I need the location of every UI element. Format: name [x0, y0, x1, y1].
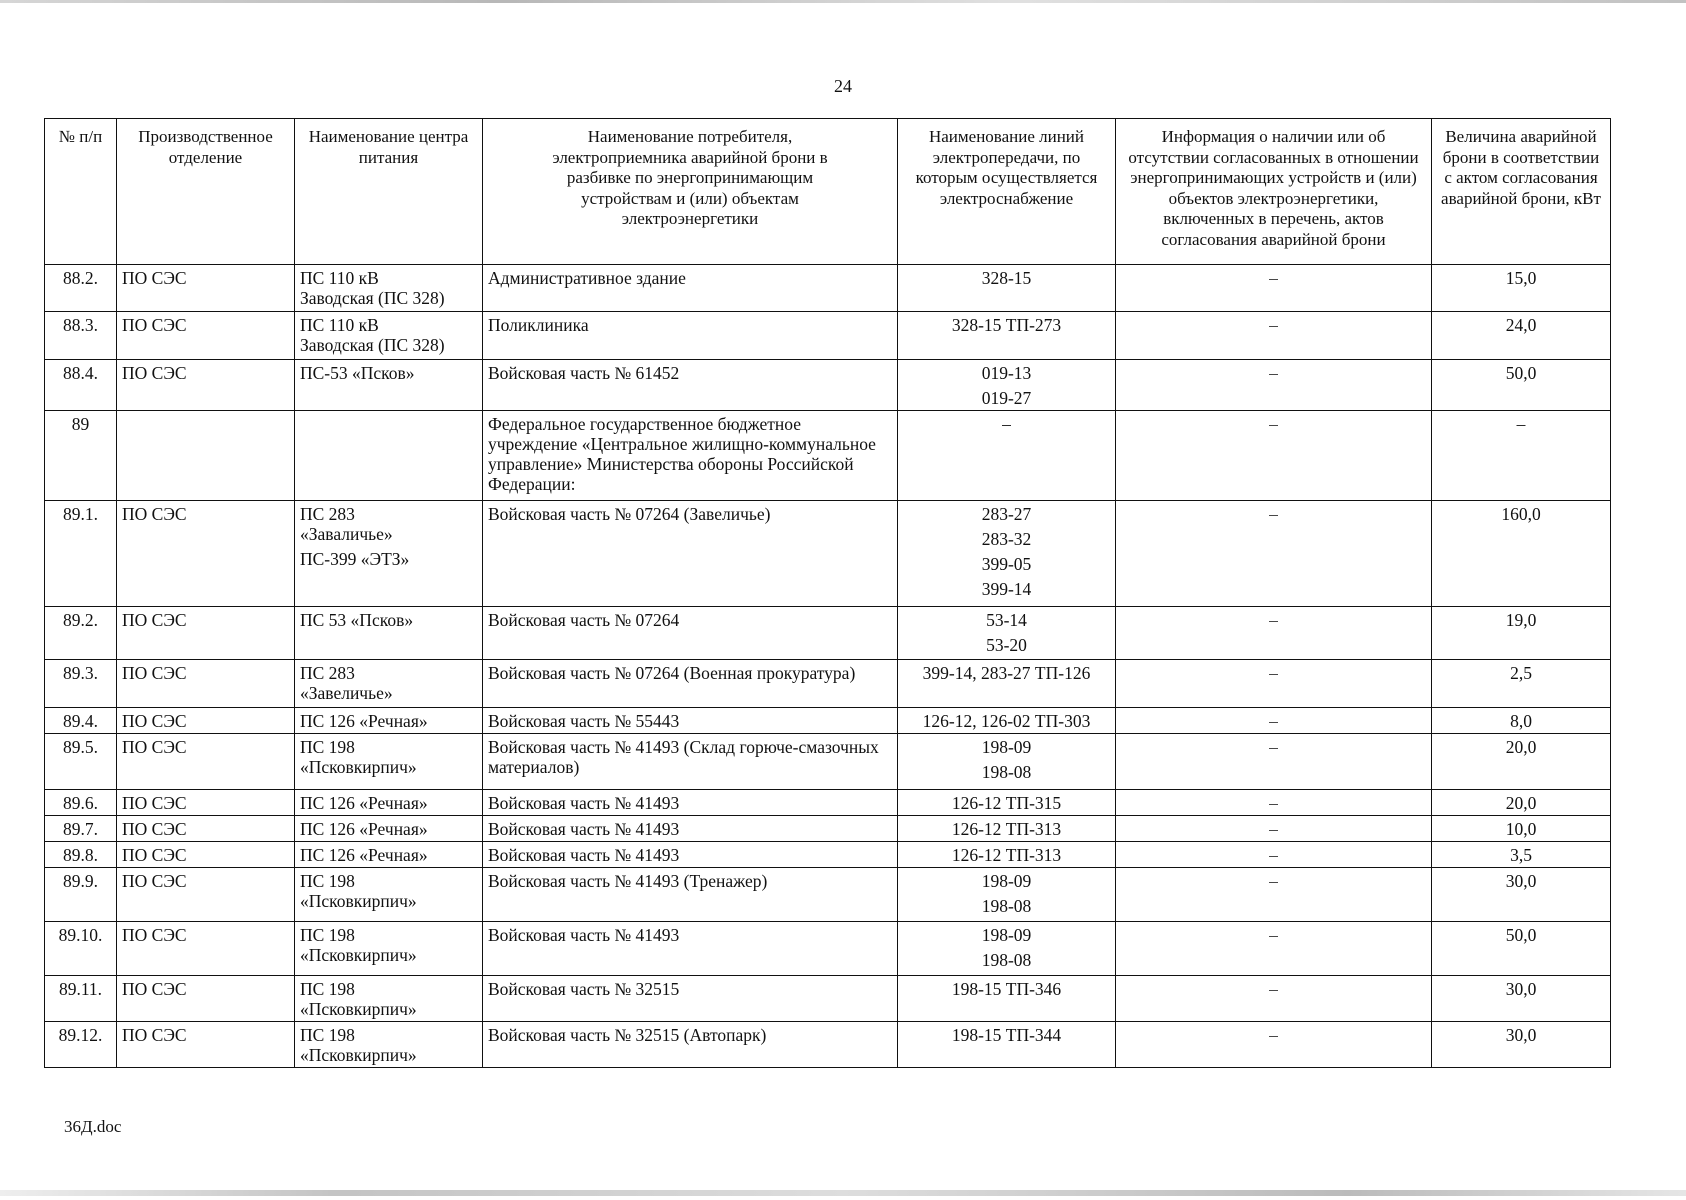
cell-value: 10,0	[1432, 816, 1611, 842]
cell-lines	[898, 868, 1116, 922]
line-item: 126-12, 126-02 ТП-303	[922, 711, 1091, 731]
cell-info: –	[1116, 312, 1432, 360]
cell-lines	[898, 790, 1116, 816]
cell-division: ПО СЭС	[117, 312, 295, 360]
center-line: «Псковкирпич»	[300, 757, 417, 777]
line-item: 283-32	[981, 529, 1032, 549]
cell-consumer: Войсковая часть № 07264 (Военная прокуратура)	[483, 660, 898, 708]
scan-edge-bottom	[0, 1190, 1686, 1196]
cell-center	[295, 360, 483, 411]
cell-consumer: Федеральное государственное бюджетное учреждение «Центральное жилищно-коммунальное управление» Министерства обороны Российской Федерации:	[483, 411, 898, 501]
cell-num: 89	[45, 411, 117, 501]
center-line: ПС 53 «Псков»	[300, 610, 414, 630]
line-item: 328-15 ТП-273	[951, 315, 1062, 335]
center-line: ПС 126 «Речная»	[300, 793, 428, 813]
cell-num: 89.7.	[45, 816, 117, 842]
line-item: 328-15	[981, 268, 1032, 288]
cell-consumer: Войсковая часть № 32515 (Автопарк)	[483, 1022, 898, 1068]
cell-consumer: Войсковая часть № 41493 (Склад горюче-смазочных материалов)	[483, 734, 898, 790]
center-line: ПС-399 «ЭТЗ»	[300, 549, 410, 569]
cell-value: 3,5	[1432, 842, 1611, 868]
cell-center	[295, 868, 483, 922]
line-item: 126-12 ТП-313	[951, 819, 1062, 839]
cell-consumer: Войсковая часть № 41493 (Тренажер)	[483, 868, 898, 922]
center-line: ПС 283	[300, 663, 355, 683]
table-row	[45, 816, 1611, 842]
cell-info: –	[1116, 501, 1432, 607]
line-item: 198-15 ТП-346	[951, 979, 1062, 999]
cell-info: –	[1116, 708, 1432, 734]
center-line: ПС 198	[300, 1025, 355, 1045]
header-center: Наименование центра питания	[295, 119, 483, 265]
line-item: 399-05	[981, 554, 1032, 574]
cell-division: ПО СЭС	[117, 816, 295, 842]
center-line: «Псковкирпич»	[300, 945, 417, 965]
table-row	[45, 501, 1611, 607]
cell-lines	[898, 265, 1116, 312]
cell-lines	[898, 312, 1116, 360]
center-line: ПС-53 «Псков»	[300, 363, 415, 383]
table-row	[45, 976, 1611, 1022]
cell-division: ПО СЭС	[117, 790, 295, 816]
center-line: ПС 126 «Речная»	[300, 845, 428, 865]
cell-lines	[898, 976, 1116, 1022]
cell-center	[295, 976, 483, 1022]
table-row	[45, 411, 1611, 501]
cell-center	[295, 790, 483, 816]
cell-value: 160,0	[1432, 501, 1611, 607]
cell-consumer: Войсковая часть № 32515	[483, 976, 898, 1022]
cell-center	[295, 1022, 483, 1068]
cell-lines	[898, 660, 1116, 708]
line-item: 198-08	[981, 762, 1032, 782]
table-row	[45, 922, 1611, 976]
line-item: 019-27	[981, 388, 1032, 408]
cell-value: 15,0	[1432, 265, 1611, 312]
center-line: ПС 126 «Речная»	[300, 819, 428, 839]
center-line: ПС 283	[300, 504, 355, 524]
cell-info: –	[1116, 842, 1432, 868]
header-consumer: Наименование потребителя, электроприемника аварийной брони в разбивке по энергопринимающим устройствам и (или) объектам электроэнергетики	[483, 119, 898, 265]
cell-num: 89.11.	[45, 976, 117, 1022]
cell-num: 89.3.	[45, 660, 117, 708]
cell-division: ПО СЭС	[117, 976, 295, 1022]
cell-center	[295, 660, 483, 708]
cell-division	[117, 411, 295, 501]
cell-consumer: Войсковая часть № 61452	[483, 360, 898, 411]
cell-lines	[898, 360, 1116, 411]
cell-info: –	[1116, 790, 1432, 816]
cell-center	[295, 734, 483, 790]
header-info: Информация о наличии или об отсутствии согласованных в отношении энергопринимающих устройств и (или) объектов электроэнергетики, включенных в перечень, актов согласования аварийной брони	[1116, 119, 1432, 265]
center-line: «Псковкирпич»	[300, 999, 417, 1019]
cell-lines	[898, 501, 1116, 607]
cell-value: 50,0	[1432, 922, 1611, 976]
cell-value: 8,0	[1432, 708, 1611, 734]
cell-division: ПО СЭС	[117, 868, 295, 922]
cell-num: 88.4.	[45, 360, 117, 411]
cell-value: 30,0	[1432, 868, 1611, 922]
cell-center	[295, 501, 483, 607]
cell-info: –	[1116, 265, 1432, 312]
table-row	[45, 265, 1611, 312]
cell-lines	[898, 922, 1116, 976]
table-body	[45, 265, 1611, 1068]
center-line: ПС 110 кВ	[300, 315, 379, 335]
cell-value: 30,0	[1432, 1022, 1611, 1068]
table-row	[45, 360, 1611, 411]
center-line: ПС 126 «Речная»	[300, 711, 428, 731]
line-item: 399-14	[981, 579, 1032, 599]
line-item: 198-09	[981, 925, 1032, 945]
table-row	[45, 660, 1611, 708]
cell-num: 89.8.	[45, 842, 117, 868]
header-num: № п/п	[45, 119, 117, 265]
cell-division: ПО СЭС	[117, 607, 295, 660]
cell-num: 89.12.	[45, 1022, 117, 1068]
table-row	[45, 868, 1611, 922]
cell-consumer: Войсковая часть № 07264 (Завеличье)	[483, 501, 898, 607]
cell-lines	[898, 816, 1116, 842]
cell-division: ПО СЭС	[117, 501, 295, 607]
line-item: 399-14, 283-27 ТП-126	[922, 663, 1091, 683]
line-item: 283-27	[981, 504, 1032, 524]
cell-division: ПО СЭС	[117, 360, 295, 411]
header-division: Производственное отделение	[117, 119, 295, 265]
cell-consumer: Войсковая часть № 41493	[483, 922, 898, 976]
cell-center	[295, 312, 483, 360]
table-row	[45, 607, 1611, 660]
line-item: 126-12 ТП-315	[951, 793, 1062, 813]
cell-consumer: Войсковая часть № 41493	[483, 790, 898, 816]
cell-center	[295, 708, 483, 734]
cell-center	[295, 922, 483, 976]
cell-value: 30,0	[1432, 976, 1611, 1022]
cell-value: 50,0	[1432, 360, 1611, 411]
cell-num: 89.2.	[45, 607, 117, 660]
cell-num: 88.2.	[45, 265, 117, 312]
cell-value: –	[1432, 411, 1611, 501]
cell-num: 89.4.	[45, 708, 117, 734]
cell-num: 89.5.	[45, 734, 117, 790]
line-item: 126-12 ТП-313	[951, 845, 1062, 865]
center-line: «Заваличье»	[300, 524, 393, 544]
center-line: ПС 198	[300, 979, 355, 999]
header-lines: Наименование линий электропередачи, по которым осуществляется электроснабжение	[898, 119, 1116, 265]
center-line: Заводская (ПС 328)	[300, 335, 445, 355]
cell-lines	[898, 842, 1116, 868]
cell-division: ПО СЭС	[117, 708, 295, 734]
cell-division: ПО СЭС	[117, 734, 295, 790]
line-item: 198-15 ТП-344	[951, 1025, 1062, 1045]
cell-consumer: Войсковая часть № 07264	[483, 607, 898, 660]
cell-info: –	[1116, 976, 1432, 1022]
cell-lines	[898, 411, 1116, 501]
cell-info: –	[1116, 868, 1432, 922]
line-item: 019-13	[981, 363, 1032, 383]
cell-center	[295, 265, 483, 312]
center-line: Заводская (ПС 328)	[300, 288, 445, 308]
cell-center	[295, 816, 483, 842]
center-line: «Псковкирпич»	[300, 891, 417, 911]
cell-info: –	[1116, 816, 1432, 842]
center-line: ПС 198	[300, 925, 355, 945]
cell-lines	[898, 1022, 1116, 1068]
table-row	[45, 1022, 1611, 1068]
line-item: 198-09	[981, 871, 1032, 891]
reserve-table	[44, 118, 1611, 1068]
line-item: 198-08	[981, 950, 1032, 970]
cell-lines	[898, 708, 1116, 734]
cell-num: 88.3.	[45, 312, 117, 360]
table-header-row	[45, 119, 1611, 265]
table-row	[45, 708, 1611, 734]
line-item: 53-14	[986, 610, 1027, 630]
cell-info: –	[1116, 607, 1432, 660]
cell-consumer: Войсковая часть № 55443	[483, 708, 898, 734]
table-row	[45, 734, 1611, 790]
cell-lines	[898, 734, 1116, 790]
cell-info: –	[1116, 660, 1432, 708]
cell-info: –	[1116, 360, 1432, 411]
cell-num: 89.1.	[45, 501, 117, 607]
line-item: –	[1002, 414, 1011, 434]
table-row	[45, 842, 1611, 868]
page-number: 24	[834, 76, 852, 96]
cell-lines	[898, 607, 1116, 660]
cell-info: –	[1116, 922, 1432, 976]
cell-info: –	[1116, 411, 1432, 501]
cell-num: 89.6.	[45, 790, 117, 816]
cell-division: ПО СЭС	[117, 265, 295, 312]
cell-value: 20,0	[1432, 790, 1611, 816]
cell-center	[295, 842, 483, 868]
center-line: ПС 110 кВ	[300, 268, 379, 288]
footer-filename: 36Д.doc	[64, 1117, 122, 1136]
cell-consumer: Войсковая часть № 41493	[483, 842, 898, 868]
center-line: ПС 198	[300, 737, 355, 757]
line-item: 198-09	[981, 737, 1032, 757]
center-line: «Псковкирпич»	[300, 1045, 417, 1065]
table-row	[45, 790, 1611, 816]
cell-value: 2,5	[1432, 660, 1611, 708]
line-item: 198-08	[981, 896, 1032, 916]
header-value: Величина аварийной брони в соответствии с актом согласования аварийной брони, кВт	[1432, 119, 1611, 265]
scan-edge-top	[0, 0, 1686, 3]
cell-consumer: Поликлиника	[483, 312, 898, 360]
table-row	[45, 312, 1611, 360]
cell-value: 20,0	[1432, 734, 1611, 790]
cell-consumer: Войсковая часть № 41493	[483, 816, 898, 842]
cell-division: ПО СЭС	[117, 922, 295, 976]
center-line: ПС 198	[300, 871, 355, 891]
cell-num: 89.10.	[45, 922, 117, 976]
cell-center	[295, 607, 483, 660]
cell-info: –	[1116, 1022, 1432, 1068]
cell-value: 19,0	[1432, 607, 1611, 660]
cell-division: ПО СЭС	[117, 1022, 295, 1068]
cell-division: ПО СЭС	[117, 842, 295, 868]
cell-value: 24,0	[1432, 312, 1611, 360]
line-item: 53-20	[986, 635, 1027, 655]
cell-center	[295, 411, 483, 501]
cell-info: –	[1116, 734, 1432, 790]
center-line: «Завеличье»	[300, 683, 393, 703]
cell-num: 89.9.	[45, 868, 117, 922]
cell-division: ПО СЭС	[117, 660, 295, 708]
cell-consumer: Административное здание	[483, 265, 898, 312]
